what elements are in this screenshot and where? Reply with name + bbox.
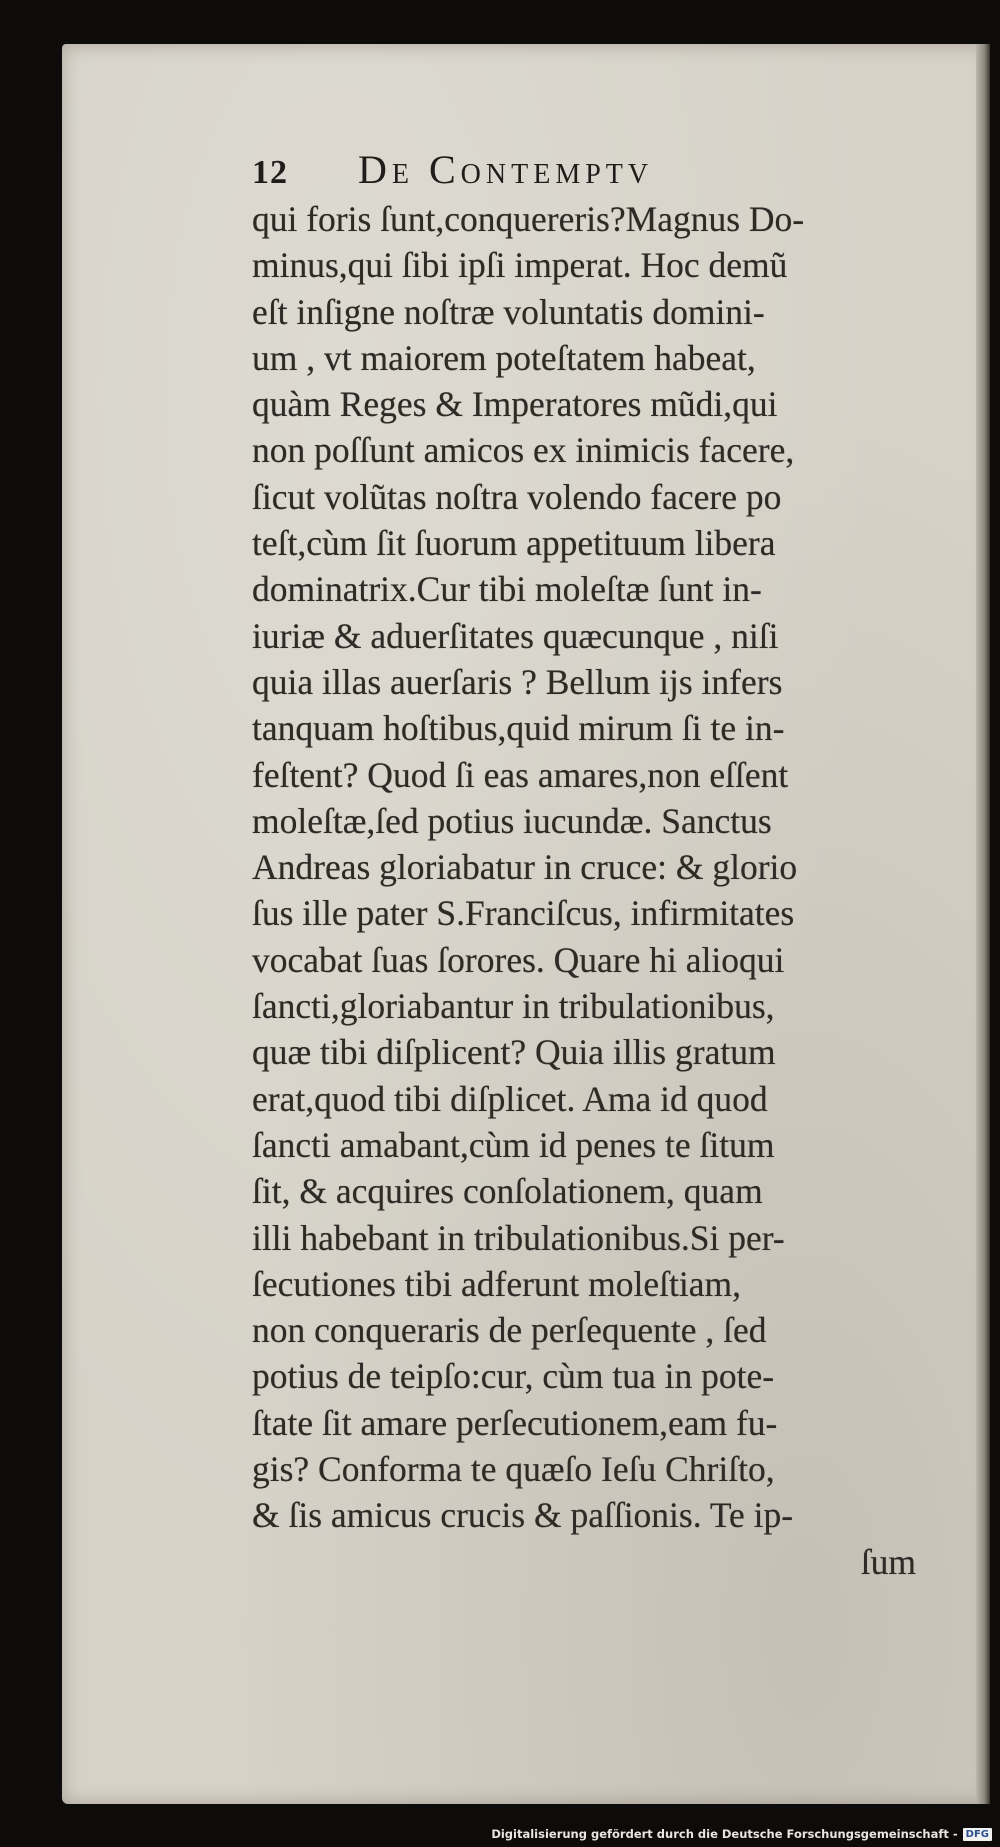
page-number: 12 <box>252 154 288 191</box>
text-line: um , vt maiorem poteſtatem habeat, <box>252 337 756 378</box>
page-edge <box>976 44 990 1804</box>
text-line: gis? Conforma te quæſo Ieſu Chriſto, <box>252 1449 775 1490</box>
text-line: tanquam hoſtibus,quid mirum ſi te in- <box>252 708 785 749</box>
text-line: quia illas auerſaris ? Bellum ijs infers <box>252 661 783 702</box>
dfg-logo: DFG <box>963 1828 992 1841</box>
text-line: eſt inſigne noſtræ voluntatis domini- <box>252 291 765 332</box>
text-line: feſtent? Quod ſi eas amares,non eſſent <box>252 754 789 795</box>
text-line: illi habebant in tribulationibus.Si per- <box>252 1217 785 1258</box>
text-line: dominatrix.Cur tibi moleſtæ ſunt in- <box>252 569 762 610</box>
funding-credit-text: Digitalisierung gefördert durch die Deutsche Forschungsgemeinschaft - <box>491 1827 958 1841</box>
text-line: quæ tibi diſplicent? Quia illis gratum <box>252 1032 776 1073</box>
text-line: & ſis amicus crucis & paſſionis. Te ip- <box>252 1495 794 1536</box>
text-line: iuriæ & aduerſitates quæcunque , niſi <box>252 615 779 656</box>
running-head-title: De Contemptv <box>358 147 654 192</box>
text-line: qui foris ſunt,conquereris?Magnus Do- <box>252 199 805 239</box>
text-line: minus,qui ſibi ipſi imperat. Hoc demũ <box>252 245 788 286</box>
text-line: ſit, & acquires conſolationem, quam <box>252 1171 763 1212</box>
text-line: ſancti,gloriabantur in tribulationibus, <box>252 986 775 1027</box>
text-line: potius de teipſo:cur, cùm tua in pote- <box>252 1356 775 1397</box>
text-line: ſicut volũtas noſtra volendo facere po <box>252 476 782 517</box>
text-line: ſecutiones tibi adferunt moleſtiam, <box>252 1263 741 1304</box>
running-head <box>252 146 932 202</box>
text-line: ſus ille pater S.Franciſcus, infirmitates <box>252 893 795 934</box>
footer-credit <box>491 1827 992 1841</box>
text-line: erat,quod tibi diſplicet. Ama id quod <box>252 1078 768 1119</box>
printed-text-area <box>252 146 932 1585</box>
text-line: moleſtæ,ſed potius iucundæ. Sanctus <box>252 800 772 841</box>
catchword: ſum <box>860 1541 916 1582</box>
text-line: quàm Reges & Imperatores mũdi,qui <box>252 384 778 425</box>
text-line: ſancti amabant,cùm id penes te ſitum <box>252 1124 775 1165</box>
body-text <box>252 196 932 1585</box>
text-line: non poſſunt amicos ex inimicis facere, <box>252 430 795 471</box>
text-line: ſtate ſit amare perſecutionem,eam fu- <box>252 1402 778 1443</box>
text-line: teſt,cùm ſit ſuorum appetituum libera <box>252 523 776 564</box>
text-line: non conqueraris de perſequente , ſed <box>252 1310 767 1351</box>
text-line: vocabat ſuas ſorores. Quare hi alioqui <box>252 939 785 980</box>
text-line: Andreas gloriabatur in cruce: & glorio <box>252 847 798 888</box>
